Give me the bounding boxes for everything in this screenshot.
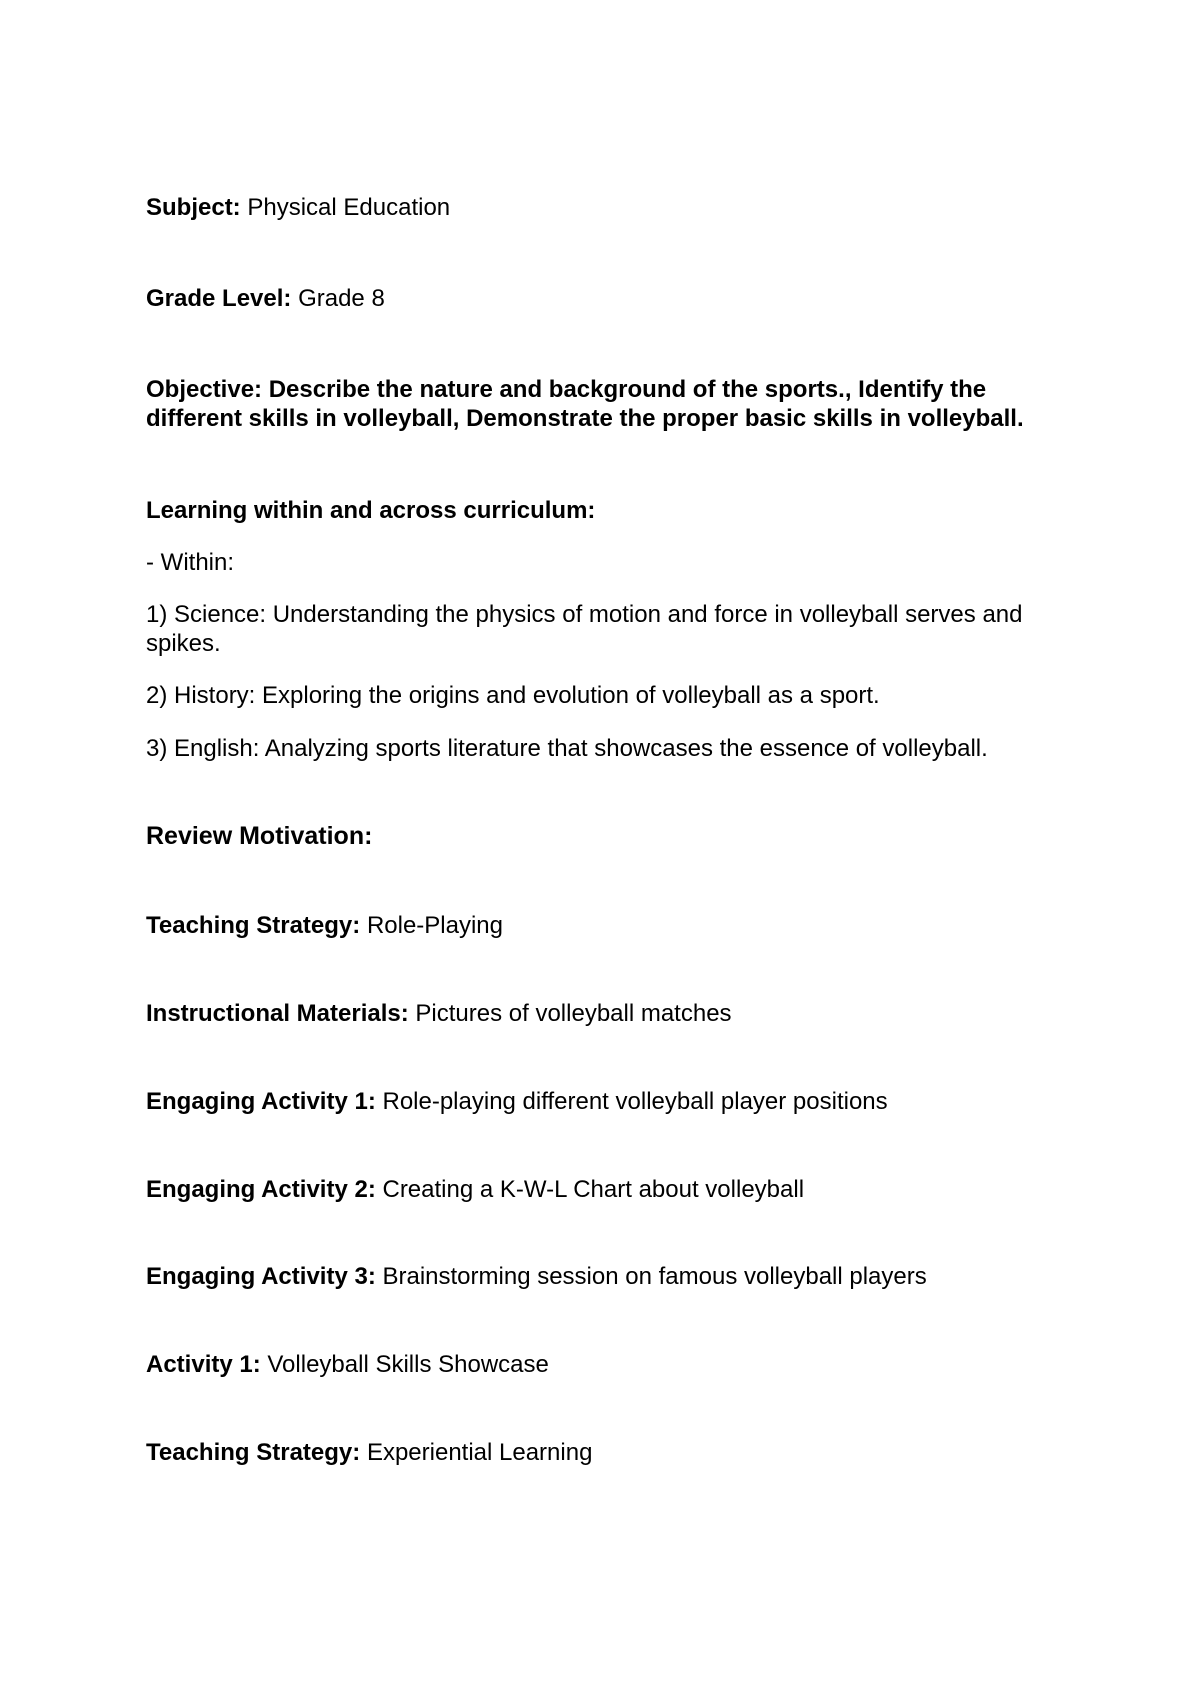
engaging-activity-3-label: Engaging Activity 3: — [146, 1263, 376, 1290]
within-label: - Within: — [146, 549, 235, 576]
instructional-materials-label: Instructional Materials: — [146, 1000, 409, 1027]
grade-level-value: Grade 8 — [298, 285, 385, 312]
review-motivation-heading: Review Motivation: — [146, 822, 373, 850]
activity-1-value: Volleyball Skills Showcase — [267, 1351, 549, 1378]
subject-label: Subject: — [146, 194, 241, 221]
learning-item-english: 3) English: Analyzing sports literature that showcases the essence of volleyball. — [146, 735, 988, 762]
grade-level-label: Grade Level: — [146, 285, 292, 312]
teaching-strategy-line — [146, 911, 1056, 940]
teaching-strategy-2-value: Experiential Learning — [366, 1439, 593, 1466]
teaching-strategy-2-label: Teaching Strategy: — [146, 1439, 361, 1466]
learning-item-history: 2) History: Exploring the origins and evolution of volleyball as a sport. — [146, 682, 880, 709]
engaging-activity-3-value: Brainstorming session on famous volleyball players — [382, 1263, 927, 1290]
teaching-strategy-value: Role-Playing — [366, 912, 504, 939]
objective-line — [146, 375, 1056, 433]
activity-1-line — [146, 1350, 1056, 1379]
teaching-strategy-2-line — [146, 1438, 1056, 1467]
activity-1-label: Activity 1: — [146, 1351, 261, 1378]
engaging-activity-2-value: Creating a K-W-L Chart about volleyball — [382, 1176, 805, 1203]
engaging-activity-3-line — [146, 1262, 1056, 1291]
subject-value: Physical Education — [247, 194, 451, 221]
teaching-strategy-label: Teaching Strategy: — [146, 912, 361, 939]
engaging-activity-2-line — [146, 1175, 1056, 1204]
instructional-materials-value: Pictures of volleyball matches — [415, 1000, 732, 1027]
grade-level-line — [146, 284, 1056, 313]
engaging-activity-2-label: Engaging Activity 2: — [146, 1176, 376, 1203]
instructional-materials-line — [146, 999, 1056, 1028]
objective-label: Objective: — [146, 376, 263, 403]
engaging-activity-1-line — [146, 1087, 1056, 1116]
subject-line — [146, 193, 1056, 222]
engaging-activity-1-label: Engaging Activity 1: — [146, 1088, 376, 1115]
learning-heading: Learning within and across curriculum: — [146, 497, 596, 524]
engaging-activity-1-value: Role-playing different volleyball player positions — [382, 1088, 888, 1115]
objective-value: Describe the nature and background of the sports., Identify the different skills in volleyball, Demonstrate the proper basic skills in volleyball. — [146, 376, 1024, 432]
learning-item-science: 1) Science: Understanding the physics of motion and force in volleyball serves and spikes. — [146, 601, 1023, 657]
